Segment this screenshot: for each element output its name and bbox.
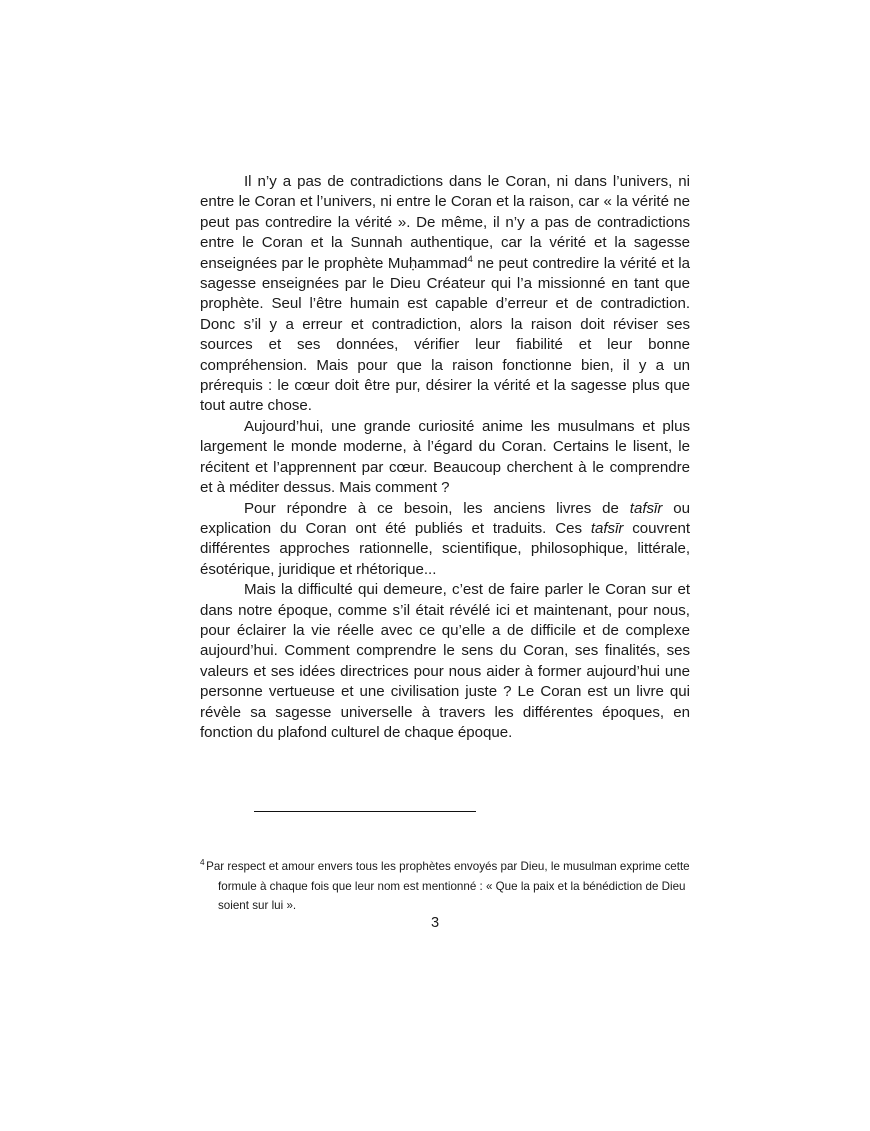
body-paragraph: Pour répondre à ce besoin, les anciens livres de tafsīr ou explication du Coran ont été publiés et traduits. Ces tafsīr couvrent différentes approches rationnelle, scientifique, philosophique, littérale, ésotérique, juridique et rhétorique... bbox=[200, 499, 690, 578]
body-text-column bbox=[200, 172, 690, 743]
footnote-block bbox=[200, 857, 692, 916]
body-paragraph: Il n’y a pas de contradictions dans le Coran, ni dans l’univers, ni entre le Coran et l’univers, ni entre le Coran et la raison, car « la vérité ne peut pas contredire la vérité ». De même, il n’y a pas de contradictions entre le Coran et la Sunnah authentique, car la vérité et la sagesse enseignées par le prophète Muḥammad$^4$ ne peut contredire la vérité et la sagesse enseignées par le Dieu Créateur qui l’a missionné en tant que prophète. Seul l’être humain est capable d’erreur et de contradiction. Donc s’il y a erreur et contradiction, alors la raison doit réviser ses sources et ses données, vérifier leur fiabilité et leur bonne compréhension. Mais pour que la raison fonctionne bien, il y a un prérequis : le cœur doit être pur, désirer la vérité et la sagesse plus que tout autre chose. bbox=[200, 173, 690, 415]
italic-term: tafsīr bbox=[629, 499, 663, 517]
italic-term: tafsīr bbox=[590, 519, 624, 537]
footnote-text: Par respect et amour envers tous les prophètes envoyés par Dieu, le musulman exprime cette formule à chaque fois que leur nom est mentionné : « Que la paix et la bénédiction de Dieu soient sur lui ». bbox=[206, 860, 690, 913]
footnote-item bbox=[200, 857, 692, 916]
footnote-separator-rule bbox=[254, 811, 476, 812]
footnote-marker: 4 bbox=[200, 858, 205, 868]
body-paragraph: Mais la difficulté qui demeure, c’est de faire parler le Coran sur et dans notre époque, comme s’il était révélé ici et maintenant, pour nous, pour éclairer la vie réelle avec ce qu’elle a de difficile et de complexe aujourd’hui. Comment comprendre le sens du Coran, ses finalités, ses valeurs et ses idées directrices pour nous aider à former aujourd’hui une personne vertueuse et une civilisation juste ? Le Coran est un livre qui révèle sa sagesse universelle à travers les différentes époques, en fonction du plafond culturel de chaque époque. bbox=[200, 581, 690, 741]
footnote-reference-marker: 4 bbox=[467, 253, 473, 265]
page-number: 3 bbox=[430, 915, 440, 931]
body-paragraph: Aujourd’hui, une grande curiosité anime les musulmans et plus largement le monde moderne, à l’égard du Coran. Certains le lisent, le récitent et l’apprennent par cœur. Beaucoup cherchent à le comprendre et à méditer dessus. Mais comment ? bbox=[200, 417, 690, 497]
